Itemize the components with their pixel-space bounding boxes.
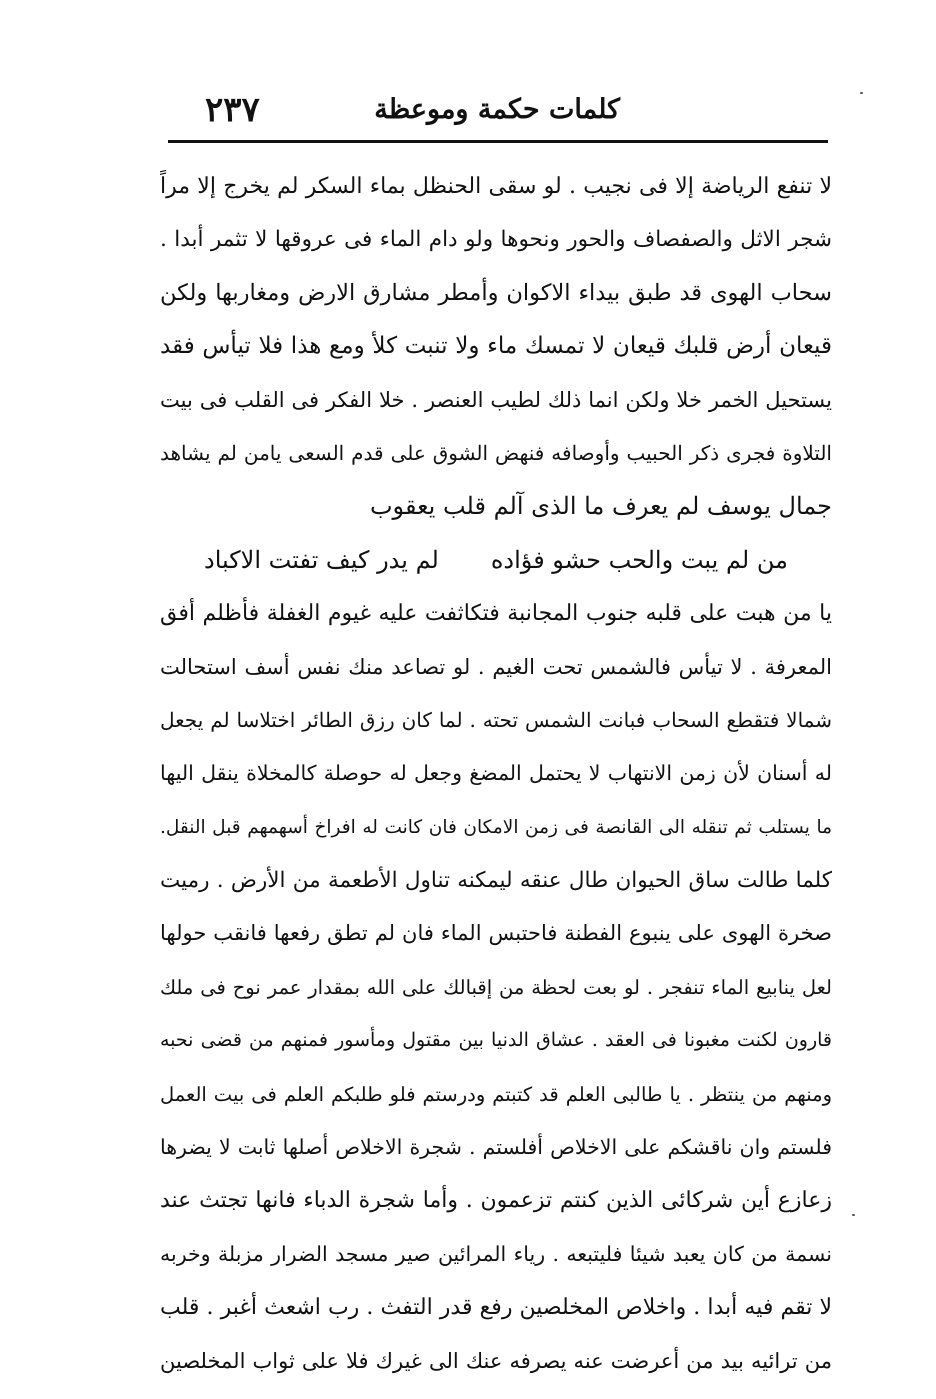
text-line: المعرفة . لا تيأس فالشمس تحت الغيم . لو تصاعد منك نفس أسف استحالت xyxy=(160,654,832,679)
text-line: لا تنفع الرياضة إلا فى نجيب . لو سقى الحنظل بماء السكر لم يخرج إلا مراً xyxy=(160,174,832,199)
text-line: جمال يوسف لم يعرف ما الذى آلم قلب يعقوب xyxy=(369,492,832,521)
text-line: نسمة من كان يعبد شيئا فليتبعه . رياء المرائين صير مسجد الضرار مزبلة وخربه xyxy=(160,1241,832,1266)
text-line: من ترائيه بيد من أعرضت عنه يصرفه عنك الى غيرك فلا على ثواب المخلصين xyxy=(160,1348,832,1373)
text-line: فلستم وان ناقشكم على الاخلاص أفلستم . شجرة الاخلاص أصلها ثابت لا يضرها xyxy=(160,1135,832,1160)
text-line: كلما طالت ساق الحيوان طال عنقه ليمكنه تناول الأطعمة من الأرض . رميت xyxy=(160,868,832,894)
text-line: ومنهم من ينتظر . يا طالبى العلم قد كتبتم ودرستم فلو طلبكم العلم فى بيت العمل xyxy=(160,1082,832,1106)
text-line: شمالا فتقطع السحاب فبانت الشمس تحته . لما كان رزق الطائر اختلاسا لم يجعل xyxy=(160,707,832,732)
header-rule xyxy=(168,140,828,143)
text-line: يا من هبت على قلبه جنوب المجانبة فتكاثفت عليه غيوم الغفلة فأظلم أفق xyxy=(160,601,832,627)
text-line: شجر الاثل والصفصاف والحور ونحوها ولو دام الماء فى عروقها لا تثمر أبدا . xyxy=(160,227,832,253)
page-header xyxy=(165,86,830,138)
text-line: سحاب الهوى قد طبق بيداء الاكوان وأمطر مشارق الارض ومغاربها ولكن xyxy=(160,279,832,306)
poetry-verse xyxy=(160,534,832,587)
text-line: التلاوة فجرى ذكر الحبيب وأوصافه فنهض الشوق على قدم السعى يامن لم يشاهد xyxy=(160,440,832,465)
text-line: يستحيل الخمر خلا ولكن انما ذلك لطيب العنصر . خلا الفكر فى القلب فى بيت xyxy=(160,387,832,412)
scan-speck xyxy=(852,1214,855,1216)
running-title: كلمات حكمة وموعظة xyxy=(374,94,620,125)
page-number: ٢٣٧ xyxy=(205,90,260,130)
text-line: لا تقم فيه أبدا . واخلاص المخلصين رفع قدر التفث . رب اشعث أغبر . قلب xyxy=(160,1295,832,1321)
text-line: قيعان أرض قلبك قيعان لا تمسك ماء ولا تنبت كلأ ومع هذا فلا تيأس فقد xyxy=(160,333,832,360)
verse-first-hemistich: من لم يبت والحب حشو فؤاده xyxy=(490,545,788,574)
text-line: صخرة الهوى على ينبوع الفطنة فاحتبس الماء فان لم تطق رفعها فانقب حولها xyxy=(160,921,832,946)
text-line: له أسنان لأن زمن الانتهاب لا يحتمل المضغ وجعل له حوصلة كالمخلاة ينقل اليها xyxy=(160,761,832,786)
scan-speck xyxy=(860,92,863,94)
body-text xyxy=(160,160,832,1388)
text-line: زعازع أين شركائى الذين كنتم تزعمون . وأما شجرة الدباء فانها تجتث عند xyxy=(160,1188,832,1214)
text-line: قارون لكنت مغبونا فى العقد . عشاق الدنيا بين مقتول ومأسور فمنهم من قضى نحبه xyxy=(160,1029,832,1052)
text-line: ما يستلب ثم تنقله الى القانصة فى زمن الامكان فان كانت له افراخ أسهمهم قبل النقل. xyxy=(160,816,832,838)
verse-second-hemistich: لم يدر كيف تفتت الاكباد xyxy=(204,545,439,574)
text-line: لعل ينابيع الماء تنفجر . لو بعت لحظة من إقبالك على الله بمقدار عمر نوح فى ملك xyxy=(160,975,832,999)
